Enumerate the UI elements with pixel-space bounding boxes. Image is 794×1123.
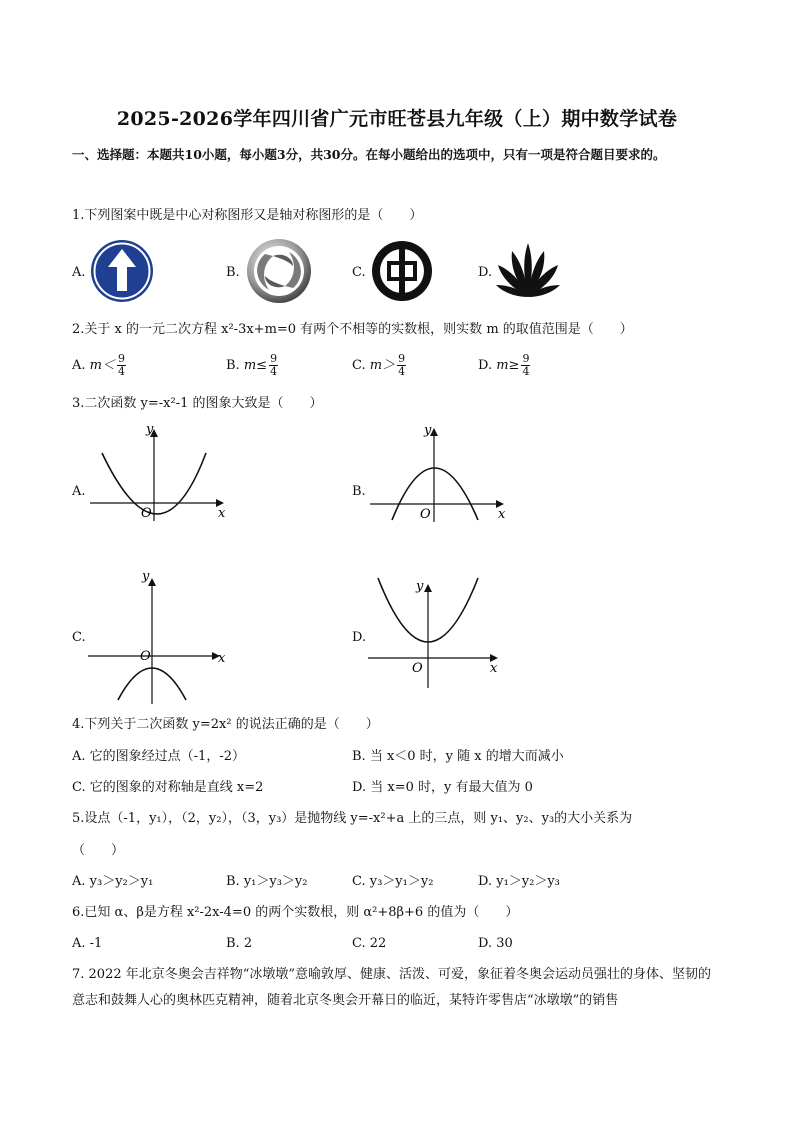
fraction-numerator: 9 <box>118 352 125 365</box>
q3-option-b-label: B. <box>352 484 366 499</box>
q2-option-b-relation: m≤ <box>243 358 268 373</box>
y-axis-label: y <box>424 423 432 438</box>
q4-option-a: A. 它的图象经过点（-1，-2） <box>72 749 245 764</box>
q3-graph-c <box>88 568 238 704</box>
q2-option-b-fraction <box>269 353 278 378</box>
q3-graph-b <box>370 422 520 522</box>
q2-option-b <box>226 351 278 381</box>
origin-label: O <box>141 506 152 521</box>
q4-option-d: D. 当 x=0 时，y 有最大值为 0 <box>352 780 533 795</box>
fraction-denominator: 4 <box>522 365 530 378</box>
question-4-stem: 4.下列关于二次函数 y=2x² 的说法正确的是（ ） <box>72 717 379 732</box>
q5-option-d: D. y₁＞y₂＞y₃ <box>478 874 560 889</box>
x-axis-label: x <box>490 661 498 676</box>
q6-option-d: D. 30 <box>478 936 513 951</box>
q3-option-c-label: C. <box>72 630 86 645</box>
y-axis-label: y <box>146 422 154 437</box>
question-2-stem: 2.关于 x 的一元二次方程 x²-3x+m=0 有两个不相等的实数根，则实数 m 的取值范围是（ ） <box>72 322 633 337</box>
q1-option-b-label: B. <box>226 265 240 280</box>
y-axis-label: y <box>416 579 424 594</box>
section-heading: 一、选择题：本题共10小题，每小题3分，共30分。在每小题给出的选项中，只有一项是符合题目要求的。 <box>72 147 666 162</box>
q2-option-a-letter: A. <box>72 358 86 373</box>
q2-option-d-fraction <box>521 353 530 378</box>
up-arrow-sign-icon <box>88 239 156 303</box>
fraction-denominator: 4 <box>118 365 125 378</box>
question-5-stem: 5.设点（-1，y₁），（2，y₂），（3，y₃）是抛物线 y=-x²+a 上的三点，则 y₁、y₂、y₃的大小关系为 <box>72 811 633 826</box>
origin-label: O <box>140 649 151 664</box>
q2-option-a <box>72 351 126 381</box>
q3-graph-a <box>90 422 240 521</box>
page-title: 2025-2026学年四川省广元市旺苍县九年级（上）期中数学试卷 <box>116 108 678 130</box>
q1-option-a-label: A. <box>72 265 86 280</box>
x-axis-label: x <box>218 506 226 521</box>
q5-option-c: C. y₃＞y₁＞y₂ <box>352 874 434 889</box>
q5-option-a: A. y₃＞y₂＞y₁ <box>72 874 154 889</box>
fraction-denominator: 4 <box>398 365 406 378</box>
q6-option-a: A. -1 <box>72 936 103 951</box>
fraction-numerator: 9 <box>398 352 406 365</box>
question-5-stem-continuation: （ ） <box>72 843 125 858</box>
q3-graph-d <box>368 576 518 690</box>
q2-option-c <box>352 351 406 381</box>
q6-option-c: C. 22 <box>352 936 387 951</box>
question-1-stem: 1.下列图案中既是中心对称图形又是轴对称图形的是（ ） <box>72 208 423 223</box>
q3-option-d-label: D. <box>352 630 367 645</box>
question-3-stem: 3.二次函数 y=-x²-1 的图象大致是（ ） <box>72 396 323 411</box>
x-axis-label: x <box>218 651 226 666</box>
q2-option-a-relation: m＜ <box>89 358 115 373</box>
q2-option-c-fraction <box>397 353 406 378</box>
q4-option-b: B. 当 x＜0 时，y 随 x 的增大而减小 <box>352 749 564 764</box>
huawei-petal-logo-icon <box>494 239 562 301</box>
origin-label: O <box>412 661 423 676</box>
q6-option-b: B. 2 <box>226 936 253 951</box>
q2-option-b-letter: B. <box>226 358 240 373</box>
q3-option-a-label: A. <box>72 484 86 499</box>
fraction-numerator: 9 <box>270 352 278 365</box>
car-logo-icon <box>243 238 315 304</box>
question-7-stem: 7. 2022 年北京冬奥会吉祥物“冰墩墩”意喻敦厚、健康、活泼、可爱，象征着冬奥会运动员强壮的身体、坚韧的意志和鼓舞人心的奥林匹克精神，随着北京冬奥会开幕日的临近，某特许零售店“冰墩墩”的销售 <box>72 967 712 1008</box>
fraction-numerator: 9 <box>522 352 530 365</box>
q4-option-c: C. 它的图象的对称轴是直线 x=2 <box>72 780 264 795</box>
q1-option-c-label: C. <box>352 265 366 280</box>
origin-label: O <box>420 507 431 522</box>
q1-option-d-label: D. <box>478 265 493 280</box>
q2-option-c-letter: C. <box>352 358 366 373</box>
question-6-stem: 6.已知 α、β是方程 x²-2x-4=0 的两个实数根，则 α²+8β+6 的值为（ ） <box>72 905 519 920</box>
fraction-denominator: 4 <box>270 365 278 378</box>
q5-option-b: B. y₁＞y₃＞y₂ <box>226 874 308 889</box>
y-axis-label: y <box>142 569 150 584</box>
q2-option-c-relation: m＞ <box>369 358 396 373</box>
q2-option-d-relation: m≥ <box>496 358 520 373</box>
q2-option-d-letter: D. <box>478 358 493 373</box>
q2-option-d <box>478 351 530 381</box>
bank-coin-logo-icon <box>369 239 435 303</box>
q2-option-a-fraction <box>117 353 126 378</box>
x-axis-label: x <box>498 507 506 522</box>
